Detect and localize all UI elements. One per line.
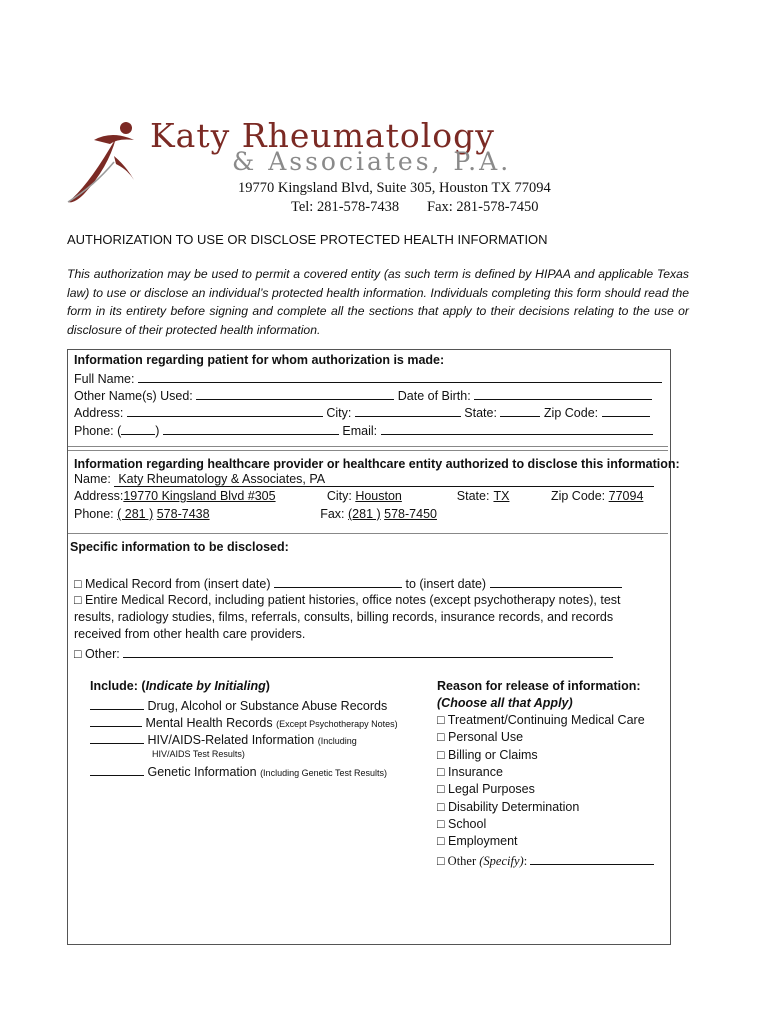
- dob-field[interactable]: [474, 387, 652, 400]
- provider-address-value[interactable]: 19770 Kingsland Blvd #305: [123, 489, 276, 503]
- provider-address-label: Address:: [74, 489, 124, 503]
- reason-option-treatment[interactable]: □ Treatment/Continuing Medical Care: [437, 713, 645, 727]
- provider-fax-area[interactable]: (281 ): [348, 507, 381, 521]
- provider-heading: Information regarding healthcare provider or healthcare entity authorized to disclose this information:: [74, 457, 680, 471]
- reason-option-billing[interactable]: □ Billing or Claims: [437, 748, 538, 762]
- zip-field[interactable]: [602, 404, 650, 417]
- clinic-tel: Tel: 281-578-7438: [291, 199, 400, 215]
- divider: [68, 446, 668, 447]
- provider-name-row: [74, 472, 654, 487]
- provider-phone-value[interactable]: 578-7438: [156, 507, 210, 521]
- divider: [68, 450, 668, 451]
- reason-option-legal[interactable]: □ Legal Purposes: [437, 782, 535, 796]
- zip-label: Zip Code:: [543, 406, 599, 420]
- patient-heading: Information regarding patient for whom authorization is made:: [74, 353, 445, 367]
- include-item: [90, 697, 387, 713]
- state-field[interactable]: [500, 404, 540, 417]
- phone-label: Phone: (: [74, 424, 122, 438]
- phone-field[interactable]: [163, 422, 339, 435]
- include-heading-suffix: ): [265, 679, 270, 693]
- other-row: [74, 645, 613, 661]
- include-item: [90, 731, 357, 747]
- provider-zip-value[interactable]: 77094: [608, 489, 644, 503]
- provider-phone-row: [74, 507, 620, 521]
- address-field[interactable]: [127, 404, 323, 417]
- include-item-label: Genetic Information: [147, 765, 257, 779]
- reason-option-school[interactable]: □ School: [437, 817, 487, 831]
- clinic-address: 19770 Kingsland Blvd, Suite 305, Houston TX 77094: [238, 180, 551, 196]
- provider-zip-label: Zip Code:: [550, 489, 606, 503]
- medical-record-row: [74, 575, 622, 591]
- entire-record-text-3: received from other health care providers.: [74, 627, 306, 641]
- reason-option-disability[interactable]: □ Disability Determination: [437, 800, 580, 814]
- include-item-note: (Except Psychotherapy Notes): [276, 719, 398, 729]
- runner-logo-icon: [64, 118, 154, 206]
- reason-option-personal[interactable]: □ Personal Use: [437, 730, 524, 744]
- provider-name-value: Katy Rheumatology & Associates, PA: [118, 472, 326, 486]
- specific-heading: Specific information to be disclosed:: [70, 540, 289, 554]
- email-label: Email:: [342, 424, 378, 438]
- from-date-field[interactable]: [274, 575, 402, 588]
- entire-record-checkbox[interactable]: □ Entire Medical Record, including patient histories, office notes (except psychotherapy notes), test: [74, 593, 621, 607]
- logo-title: Katy Rheumatology: [150, 116, 495, 155]
- intro-paragraph: This authorization may be used to permit a covered entity (as such term is defined by HIPAA and applicable Texas law) to use or disclose an individual’s protected health information. Individuals completing this form should read the form in its entirety before signing and complete all the sections that apply to their decisions relating to the use or disclosure of their protected health information.: [67, 267, 689, 337]
- reason-subheading-text: (Choose all that Apply): [437, 696, 573, 710]
- address-label: Address:: [74, 406, 124, 420]
- reason-option-employment[interactable]: □ Employment: [437, 834, 518, 848]
- provider-city-value[interactable]: Houston: [355, 489, 402, 503]
- to-date-field[interactable]: [490, 575, 622, 588]
- provider-state-label: State:: [456, 489, 490, 503]
- reason-other-suffix: :: [523, 854, 528, 868]
- state-label: State:: [464, 406, 497, 420]
- include-initial-field[interactable]: [90, 714, 142, 727]
- full-name-label: Full Name:: [74, 372, 135, 386]
- phone-area-field[interactable]: [121, 422, 155, 435]
- provider-state-value[interactable]: TX: [493, 489, 510, 503]
- other-field[interactable]: [123, 645, 613, 658]
- email-field[interactable]: [381, 422, 653, 435]
- include-initial-field[interactable]: [90, 763, 144, 776]
- reason-heading: Reason for release of information:: [437, 679, 641, 693]
- clinic-fax: Fax: 281-578-7450: [427, 199, 539, 215]
- include-heading-italic: Indicate by Initialing: [145, 679, 266, 693]
- include-heading-prefix: Include: (: [90, 679, 146, 693]
- full-name-row: [74, 370, 662, 386]
- medical-record-from-checkbox[interactable]: □ Medical Record from (insert date): [74, 577, 271, 591]
- include-heading: [90, 679, 270, 693]
- other-checkbox[interactable]: □ Other:: [74, 647, 120, 661]
- reason-option-insurance[interactable]: □ Insurance: [437, 765, 503, 779]
- city-field[interactable]: [355, 404, 461, 417]
- provider-phone-label: Phone:: [74, 507, 114, 521]
- include-item-note: (Including Genetic Test Results): [260, 768, 387, 778]
- provider-address-row: [74, 489, 653, 503]
- logo-subtitle: & Associates, P.A.: [232, 147, 512, 176]
- provider-fax-value[interactable]: 578-7450: [384, 507, 437, 521]
- include-hiv-note: HIV/AIDS Test Results): [152, 749, 245, 759]
- city-label: City:: [326, 406, 352, 420]
- include-item-label: HIV/AIDS-Related Information: [147, 733, 315, 747]
- provider-name-label: Name:: [74, 472, 111, 486]
- reason-other-prefix: □ Other: [437, 854, 480, 868]
- include-item: [90, 763, 387, 779]
- include-item-label: Drug, Alcohol or Substance Abuse Records: [147, 699, 388, 713]
- reason-option-other[interactable]: [437, 852, 654, 869]
- form-title: AUTHORIZATION TO USE OR DISCLOSE PROTECTED HEALTH INFORMATION: [67, 232, 548, 247]
- other-names-label: Other Name(s) Used:: [74, 389, 193, 403]
- phone-paren: ): [155, 424, 160, 438]
- dob-label: Date of Birth:: [397, 389, 471, 403]
- provider-phone-area[interactable]: ( 281 ): [117, 507, 154, 521]
- other-names-row: [74, 387, 652, 403]
- phone-row: [74, 422, 653, 438]
- include-item: [90, 714, 398, 730]
- reason-subheading: [437, 696, 573, 710]
- reason-other-field[interactable]: [530, 852, 654, 865]
- other-names-field[interactable]: [196, 387, 394, 400]
- include-initial-field[interactable]: [90, 697, 144, 710]
- to-date-label: to (insert date): [405, 577, 487, 591]
- include-initial-field[interactable]: [90, 731, 144, 744]
- provider-name-field[interactable]: [114, 472, 654, 487]
- include-item-note: (Including: [317, 736, 357, 746]
- include-item-label: Mental Health Records: [145, 716, 273, 730]
- entire-record-text-2: results, radiology studies, films, referrals, consults, billing records, insurance records, and records: [74, 610, 614, 624]
- reason-other-italic: (Specify): [479, 854, 524, 868]
- provider-fax-label: Fax:: [320, 507, 345, 521]
- full-name-field[interactable]: [138, 370, 662, 383]
- address-row: [74, 404, 650, 420]
- provider-city-label: City:: [326, 489, 352, 503]
- divider: [68, 533, 668, 534]
